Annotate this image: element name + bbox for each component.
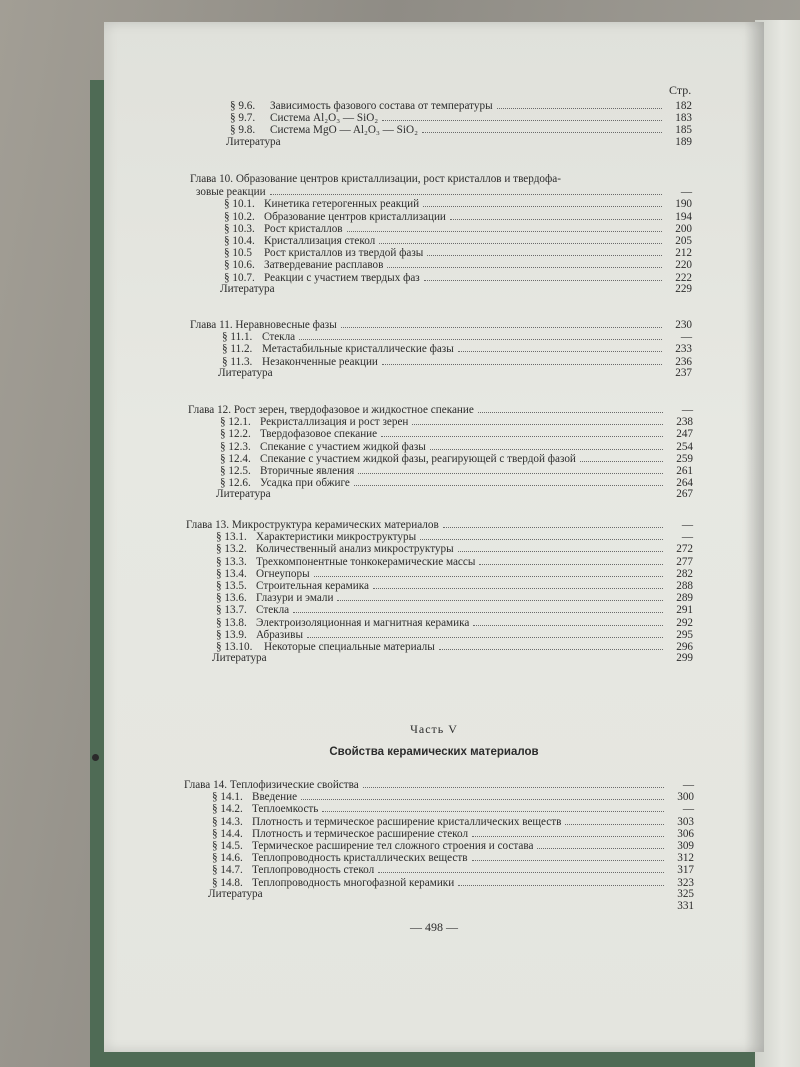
dot-leader (285, 136, 662, 145)
toc-entry (212, 863, 694, 876)
entry-title: Некоторые специальные материалы (264, 641, 435, 653)
dot-leader (267, 888, 664, 897)
entry-title: Термическое расширение тел сложного строения и состава (252, 840, 534, 852)
page-ref: — (680, 186, 692, 199)
toc-entry (220, 440, 693, 453)
part-title: Свойства керамических материалов (329, 746, 539, 758)
dot-leader (423, 197, 662, 207)
chapter-title: Глава 13. Микроструктура керамических материалов (186, 519, 439, 531)
page-ref: 277 (676, 555, 693, 568)
page-ref: 189 (675, 135, 692, 148)
entry-title: Огнеупоры (256, 567, 310, 580)
page-ref: 317 (677, 864, 694, 877)
entry-title: Литература (216, 488, 271, 501)
toc-entry (212, 876, 694, 889)
section-number: § 10.6. (224, 259, 255, 272)
entry-title: Теплоемкость (252, 803, 319, 816)
page-column-header: Стр. (669, 83, 692, 97)
dot-leader (443, 518, 663, 528)
toc-entry (216, 530, 693, 543)
entry-title: Литература (212, 652, 267, 665)
literature-entry (216, 488, 693, 501)
section-number: § 14.5. (212, 840, 243, 852)
page-ref: 220 (675, 259, 692, 272)
page-ref: 222 (675, 271, 692, 284)
dot-leader (430, 440, 663, 450)
entry-title: Строительная керамика (256, 580, 369, 592)
dot-leader (458, 876, 664, 886)
page-ref: 288 (676, 580, 693, 592)
section-number: § 14.2. (212, 803, 243, 816)
page-ref: 303 (677, 815, 694, 828)
page-ref: — (681, 519, 693, 531)
dot-leader (275, 488, 663, 497)
page-ref: 229 (675, 282, 692, 295)
entry-title: Количественный анализ микроструктуры (256, 543, 454, 556)
dot-leader (458, 342, 662, 352)
dot-leader (382, 355, 662, 365)
page-ref: 183 (675, 112, 692, 125)
toc-entry (220, 476, 693, 489)
page-ref: 254 (676, 440, 693, 453)
section-number: § 12.6. (220, 477, 251, 490)
dot-leader (458, 542, 663, 552)
dot-leader (314, 567, 663, 577)
section-number: § 11.3. (222, 355, 253, 368)
dot-leader (347, 222, 662, 232)
section-number: § 13.7. (216, 604, 247, 617)
dot-leader (473, 616, 663, 626)
toc-entry (212, 851, 694, 864)
entry-title: Метастабильные кристаллические фазы (262, 343, 454, 356)
toc-entry (216, 616, 693, 629)
entry-title: Теплопроводность кристаллических веществ (252, 852, 468, 865)
dot-leader (378, 863, 664, 873)
page-ref: 236 (675, 355, 692, 368)
entry-title: Плотность и термическое расширение стекол (252, 827, 469, 840)
page-ref: 291 (676, 604, 693, 617)
entry-title: Плотность и термическое расширение кристаллических веществ (252, 815, 562, 828)
toc-entry (224, 234, 692, 247)
toc-entry (216, 628, 693, 641)
toc-entry (230, 111, 692, 124)
section-number: § 10.2. (224, 210, 255, 223)
literature-entry (220, 283, 692, 296)
section-number: § 11.2. (222, 343, 253, 356)
dot-leader (322, 802, 664, 812)
page-ref: 267 (676, 488, 693, 501)
chapter-heading (186, 518, 693, 531)
page-ref: 296 (676, 641, 693, 653)
dot-leader (354, 476, 663, 486)
entry-title: Система MgO — Al₂O₃ — SiO₂ (270, 124, 418, 137)
entry-title: Трехкомпонентные тонкокерамические массы (256, 555, 476, 568)
page-ref: 300 (677, 791, 694, 804)
chapter-heading (190, 173, 692, 186)
page-ref: — (682, 803, 694, 816)
dot-leader (450, 210, 662, 220)
dot-leader (472, 851, 664, 861)
entry-title: Стекла (256, 604, 290, 617)
page-ref: 299 (676, 652, 693, 665)
toc-entry (230, 99, 692, 112)
chapter-title: Глава 11. Неравновесные фазы (190, 319, 337, 331)
section-number: § 12.3. (220, 440, 251, 453)
part-heading: Часть V (410, 722, 458, 736)
page-ref: 259 (676, 452, 693, 465)
literature-entry (218, 367, 692, 380)
entry-title: Теплопроводность многофазной керамики (252, 876, 455, 889)
section-number: § 13.10. (216, 641, 253, 653)
section-number: § 13.4. (216, 567, 247, 580)
section-number: § 9.8. (230, 124, 256, 137)
chapter-title-line2: зовые реакции (196, 186, 266, 199)
entry-title: Твердофазовое спекание (260, 428, 378, 441)
dot-leader (412, 415, 663, 425)
toc-entry (224, 258, 692, 271)
dot-leader (565, 815, 664, 825)
section-number: § 14.7. (212, 864, 243, 877)
entry-title: Система Al₂O₃ — SiO₂ (270, 112, 379, 125)
entry-title: Глазури и эмали (256, 592, 334, 605)
dot-leader (381, 427, 663, 437)
chapter-title-line1: Глава 10. Образование центров кристаллизации, рост кристаллов и твердофа- (190, 173, 561, 185)
page-ref: 205 (675, 235, 692, 247)
dot-leader (299, 330, 662, 340)
entry-title: Незаконченные реакции (262, 355, 378, 368)
toc-entry (216, 579, 693, 592)
section-number: § 13.9. (216, 628, 247, 641)
entry-title: Усадка при обжиге (260, 477, 350, 490)
dot-leader (479, 555, 663, 565)
chapter-heading (184, 778, 694, 791)
entry-title: Абразивы (256, 628, 303, 641)
dot-leader (337, 591, 663, 601)
toc-entry (220, 427, 693, 440)
page-ref: 200 (675, 222, 692, 235)
entry-title: Образование центров кристаллизации (264, 210, 446, 223)
literature-entry (208, 888, 694, 901)
section-number: § 13.3. (216, 555, 247, 568)
entry-title: Стекла (262, 331, 296, 344)
toc-entry (220, 415, 693, 428)
page-ref: 194 (675, 210, 692, 223)
page-ref: 238 (676, 416, 693, 429)
toc-entry (216, 555, 693, 568)
section-number: § 10.7. (224, 271, 255, 284)
toc-entry (220, 452, 693, 465)
toc-entry (224, 271, 692, 284)
page-ref: 190 (675, 198, 692, 211)
section-number: § 10.3. (224, 222, 255, 235)
dot-leader (387, 258, 662, 268)
section-number: § 13.6. (216, 592, 247, 605)
dot-leader (478, 403, 663, 413)
page-ref: 289 (676, 592, 693, 605)
page-ref: 306 (677, 827, 694, 840)
literature-entry (208, 900, 694, 913)
page-ref: 237 (675, 366, 692, 379)
chapter-title: Глава 14. Теплофизические свойства (184, 779, 359, 791)
table-of-contents (104, 22, 764, 1052)
entry-title: Реакции с участием твердых фаз (264, 271, 420, 284)
page-ref: 295 (676, 628, 693, 641)
entry-title: Рекристаллизация и рост зерен (260, 416, 409, 429)
section-number: § 12.1. (220, 416, 251, 429)
section-number: § 13.1. (216, 531, 247, 544)
dot-leader (277, 367, 662, 376)
dot-leader (439, 640, 663, 650)
page-ref: 264 (676, 477, 693, 490)
dot-leader (422, 123, 662, 133)
toc-entry (216, 603, 693, 616)
page-ref: 312 (677, 852, 694, 865)
chapter-heading-cont (196, 185, 692, 198)
section-number: § 14.6. (212, 852, 243, 865)
dot-leader (424, 271, 662, 281)
toc-entry (222, 342, 692, 355)
binding-hole (92, 754, 99, 761)
dot-leader (472, 827, 664, 837)
dot-leader (301, 790, 664, 800)
chapter-heading (190, 318, 692, 331)
page-ref: 247 (676, 428, 693, 441)
entry-title: Электроизоляционная и магнитная керамика (256, 616, 470, 629)
page-ref: 323 (677, 876, 694, 889)
dot-leader (427, 246, 662, 256)
page-ref: 331 (677, 900, 694, 912)
dot-leader (420, 530, 663, 540)
section-number: § 9.6. (230, 100, 256, 112)
toc-entry (220, 464, 693, 477)
toc-entry (216, 640, 693, 653)
toc-entry (212, 790, 694, 803)
entry-title: Кинетика гетерогенных реакций (264, 198, 420, 211)
section-number: § 14.1. (212, 791, 243, 804)
page-ref: 309 (677, 840, 694, 852)
page-ref: 182 (675, 100, 692, 112)
section-number: § 11.1. (222, 331, 253, 344)
toc-entry (216, 567, 693, 580)
entry-title: Литература (220, 282, 275, 295)
toc-entry (224, 246, 692, 259)
entry-title: Характеристики микроструктуры (256, 531, 417, 544)
page-ref: 185 (675, 124, 692, 137)
chapter-heading (188, 403, 693, 416)
section-number: § 13.8. (216, 616, 247, 629)
section-number: § 10.4. (224, 235, 255, 247)
section-number: § 13.5. (216, 580, 247, 592)
section-number: § 14.4. (212, 827, 243, 840)
dot-leader (580, 452, 663, 462)
dot-leader (307, 628, 663, 638)
dot-leader (363, 778, 664, 788)
dot-leader (212, 900, 664, 909)
toc-entry (224, 222, 692, 235)
book-page (104, 22, 764, 1052)
section-number: § 12.5. (220, 465, 251, 477)
page-ref: 292 (676, 616, 693, 629)
dot-leader (270, 185, 662, 195)
page-ref: 261 (676, 465, 693, 477)
page-ref: — (682, 779, 694, 791)
literature-entry (212, 652, 693, 665)
dot-leader (279, 283, 662, 292)
dot-leader (537, 839, 664, 849)
section-number: § 13.2. (216, 543, 247, 556)
chapter-title: Глава 12. Рост зерен, твердофазовое и жидкостное спекание (188, 404, 474, 416)
section-number: § 14.3. (212, 815, 243, 828)
toc-entry (224, 210, 692, 223)
entry-title: Теплопроводность стекол (252, 864, 375, 877)
toc-entry (230, 123, 692, 136)
section-number: § 12.2. (220, 428, 251, 441)
toc-entry (216, 542, 693, 555)
page-ref: 230 (675, 319, 692, 331)
toc-entry (212, 802, 694, 815)
page-ref: — (681, 531, 693, 544)
entry-title: Спекание с участием жидкой фазы, реагирующей с твердой фазой (260, 452, 576, 465)
entry-title: Вторичные явления (260, 465, 355, 477)
dot-leader (373, 579, 663, 589)
section-number: § 10.1. (224, 198, 255, 211)
literature-entry (226, 136, 692, 149)
page-ref: — (681, 404, 693, 416)
entry-title: Затвердевание расплавов (264, 259, 384, 272)
toc-entry (224, 197, 692, 210)
dot-leader (497, 99, 662, 109)
entry-title: Литература (218, 366, 273, 379)
toc-entry (212, 815, 694, 828)
section-number: § 12.4. (220, 452, 251, 465)
section-number: § 10.5 (224, 247, 252, 260)
entry-title: Литература (208, 887, 263, 900)
entry-title: Зависимость фазового состава от температуры (270, 100, 493, 112)
page-ref: 212 (675, 247, 692, 260)
dot-leader (382, 111, 662, 121)
entry-title: Кристаллизация стекол (264, 235, 376, 247)
dot-leader (358, 464, 663, 474)
page-ref: — (680, 331, 692, 344)
toc-entry (216, 591, 693, 604)
toc-entry (212, 827, 694, 840)
entry-title: Введение (252, 791, 298, 804)
section-number: § 9.7. (230, 112, 256, 125)
page-ref: 233 (675, 343, 692, 356)
page-ref: 282 (676, 567, 693, 580)
entry-title: Литература (226, 135, 281, 148)
entry-title: Рост кристаллов (264, 222, 343, 235)
toc-entry (212, 839, 694, 852)
entry-title: Спекание с участием жидкой фазы (260, 440, 426, 453)
toc-entry (222, 355, 692, 368)
toc-entry (222, 330, 692, 343)
page-ref: 325 (677, 887, 694, 900)
page-number: — 498 — (410, 920, 458, 934)
dot-leader (341, 318, 662, 328)
dot-leader (271, 652, 663, 661)
dot-leader (379, 234, 662, 244)
dot-leader (293, 603, 663, 613)
section-number: § 14.8. (212, 876, 243, 889)
page-ref: 272 (676, 543, 693, 556)
entry-title: Рост кристаллов из твердой фазы (264, 247, 424, 260)
